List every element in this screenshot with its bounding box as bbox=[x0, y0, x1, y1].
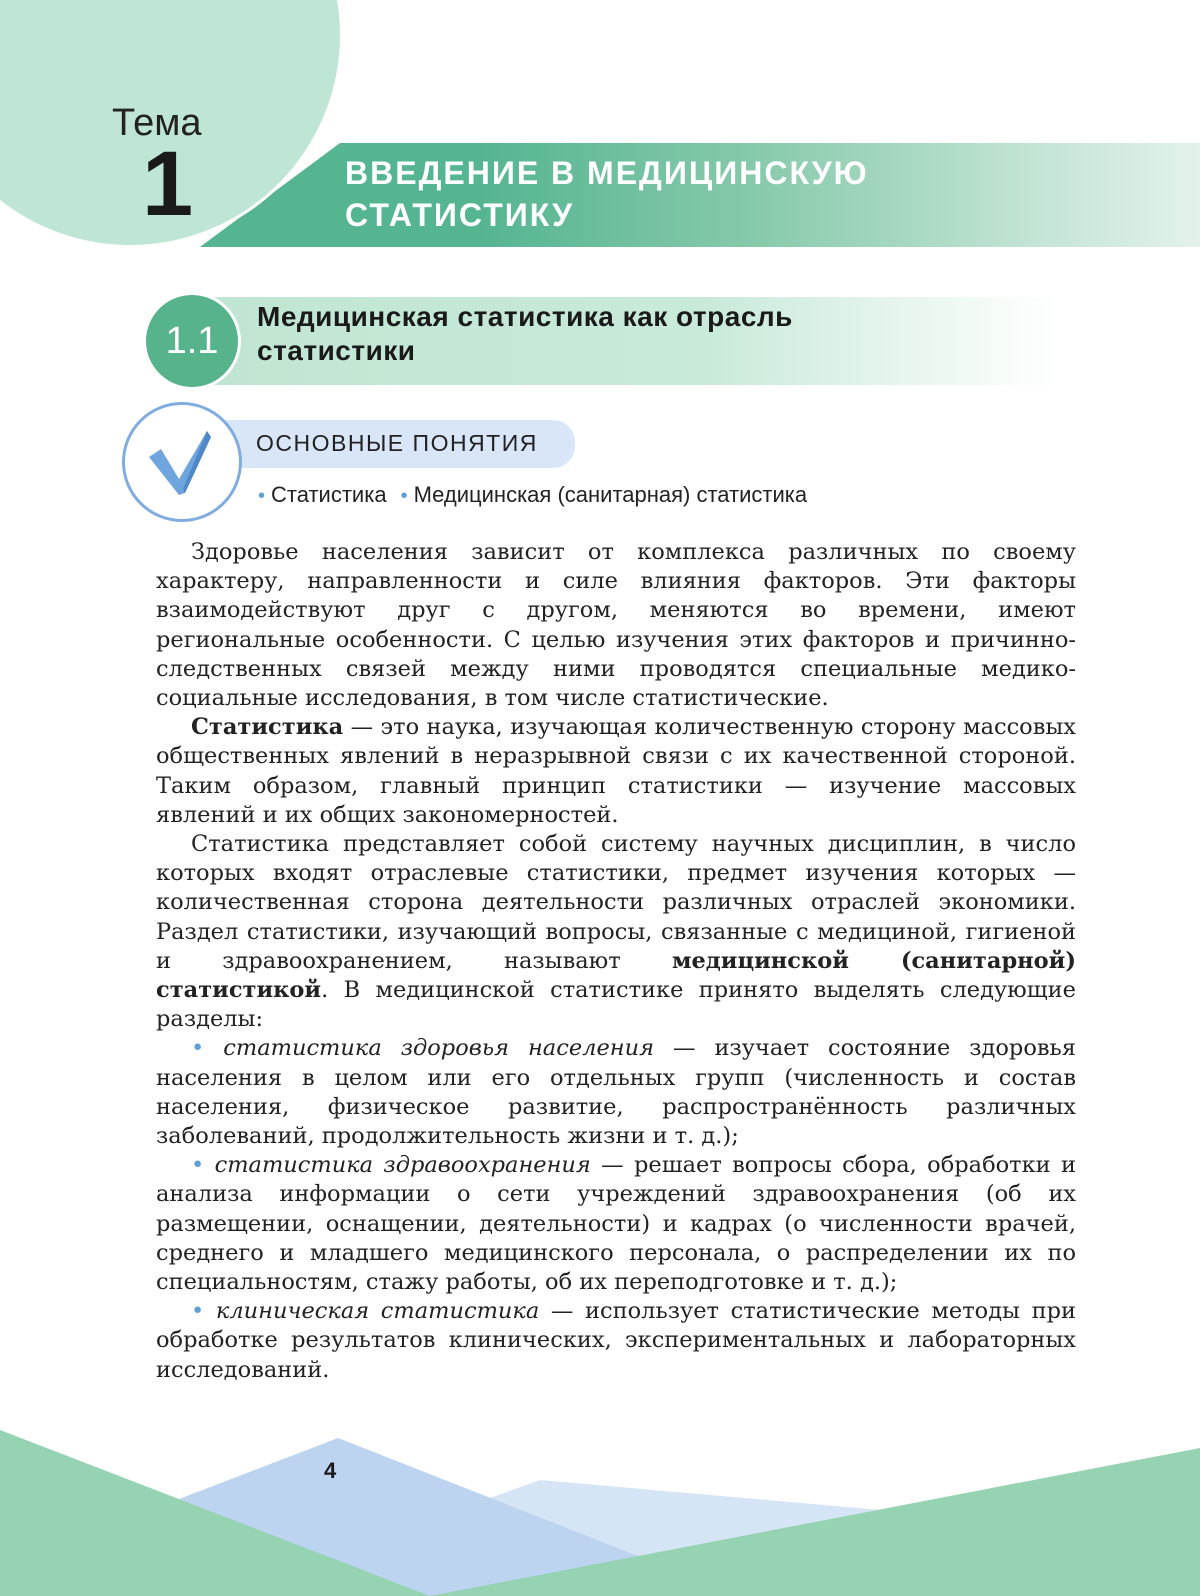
section-title-line-1: Медицинская статистика как отрасль bbox=[257, 301, 793, 332]
chapter-title bbox=[345, 152, 869, 236]
bullet-dot-icon: • bbox=[400, 485, 408, 507]
concept-term: Статистика bbox=[271, 482, 387, 507]
bullet-dot-icon: • bbox=[191, 1152, 205, 1179]
section-number-badge bbox=[146, 295, 238, 387]
bullet-dot-icon: • bbox=[258, 485, 266, 507]
page-number: 4 bbox=[324, 1458, 337, 1483]
theme-label: Тема bbox=[112, 102, 202, 144]
checkmark-icon bbox=[122, 402, 242, 522]
chapter-title-line-1: ВВЕДЕНИЕ В МЕДИЦИНСКУЮ bbox=[345, 155, 869, 191]
term-statistics: Статистика bbox=[191, 714, 344, 741]
term-medical-statistics: медицинской (санитарной) статистикой bbox=[156, 947, 1076, 1004]
section-title-line-2: статистики bbox=[257, 335, 416, 366]
body-text bbox=[156, 538, 1076, 1385]
section-title bbox=[257, 300, 793, 368]
list-item: • статистика здравоохранения — решает вопросы сбора, обработки и анализа информации о сети учреждений здравоохранения (об их размещении, оснащении, деятельности) и кадрах (о численности врачей, среднего и младшего медицинского персонала, о распределении их по специальностям, стажу работы, об их переподготовке и т. д.); bbox=[156, 1152, 1076, 1296]
chapter-title-line-2: СТАТИСТИКУ bbox=[345, 197, 574, 233]
paragraph-3: Статистика представляет собой систему научных дисциплин, в число которых входят отраслевые статистики, предмет изучения которых — количественная сторона деятельности различных отраслей экономики. Раздел статистики, изучающий вопросы, связанные с медициной, гигиеной и здравоохранением, называют медицинской (санитарной) статистикой. В медицинской статистике принято выделять следующие разделы: bbox=[156, 831, 1076, 1033]
checkmark-glyph-icon bbox=[145, 427, 217, 499]
list-item: • статистика здоровья населения — изучает состояние здоровья населения в целом или его отдельных групп (численность и состав населения, физическое развитие, распространённость различных заболеваний, продолжительность жизни и т. д.); bbox=[156, 1035, 1076, 1150]
section-number: 1.1 bbox=[165, 319, 219, 362]
paragraph-2: Статистика — это наука, изучающая количественную сторону массовых общественных явлений в неразрывной связи с их качественной стороной. Таким образом, главный принцип статистики — изучение массовых явлений и их общих закономерностей. bbox=[156, 714, 1076, 828]
footer-decoration bbox=[0, 1420, 1200, 1596]
paragraph-1: Здоровье населения зависит от комплекса различных по своему характеру, направленности и силе влияния факторов. Эти факторы взаимодействуют друг с другом, меняются во времени, имеют региональные особенности. С целью изучения этих факторов и причинно-следственных связей между ними проводятся специальные медико-социальные исследования, в том числе статистические. bbox=[156, 539, 1076, 712]
key-concepts-terms bbox=[258, 482, 821, 508]
theme-number: 1 bbox=[142, 133, 194, 235]
concept-term: Медицинская (санитарная) статистика bbox=[413, 482, 808, 507]
list-item: • клиническая статистика — использует статистические методы при обработке результатов клинических, экспериментальных и лабораторных исследований. bbox=[156, 1298, 1076, 1383]
bullet-dot-icon: • bbox=[191, 1035, 205, 1062]
bullet-dot-icon: • bbox=[191, 1298, 205, 1325]
key-concepts-label: ОСНОВНЫЕ ПОНЯТИЯ bbox=[256, 430, 538, 456]
